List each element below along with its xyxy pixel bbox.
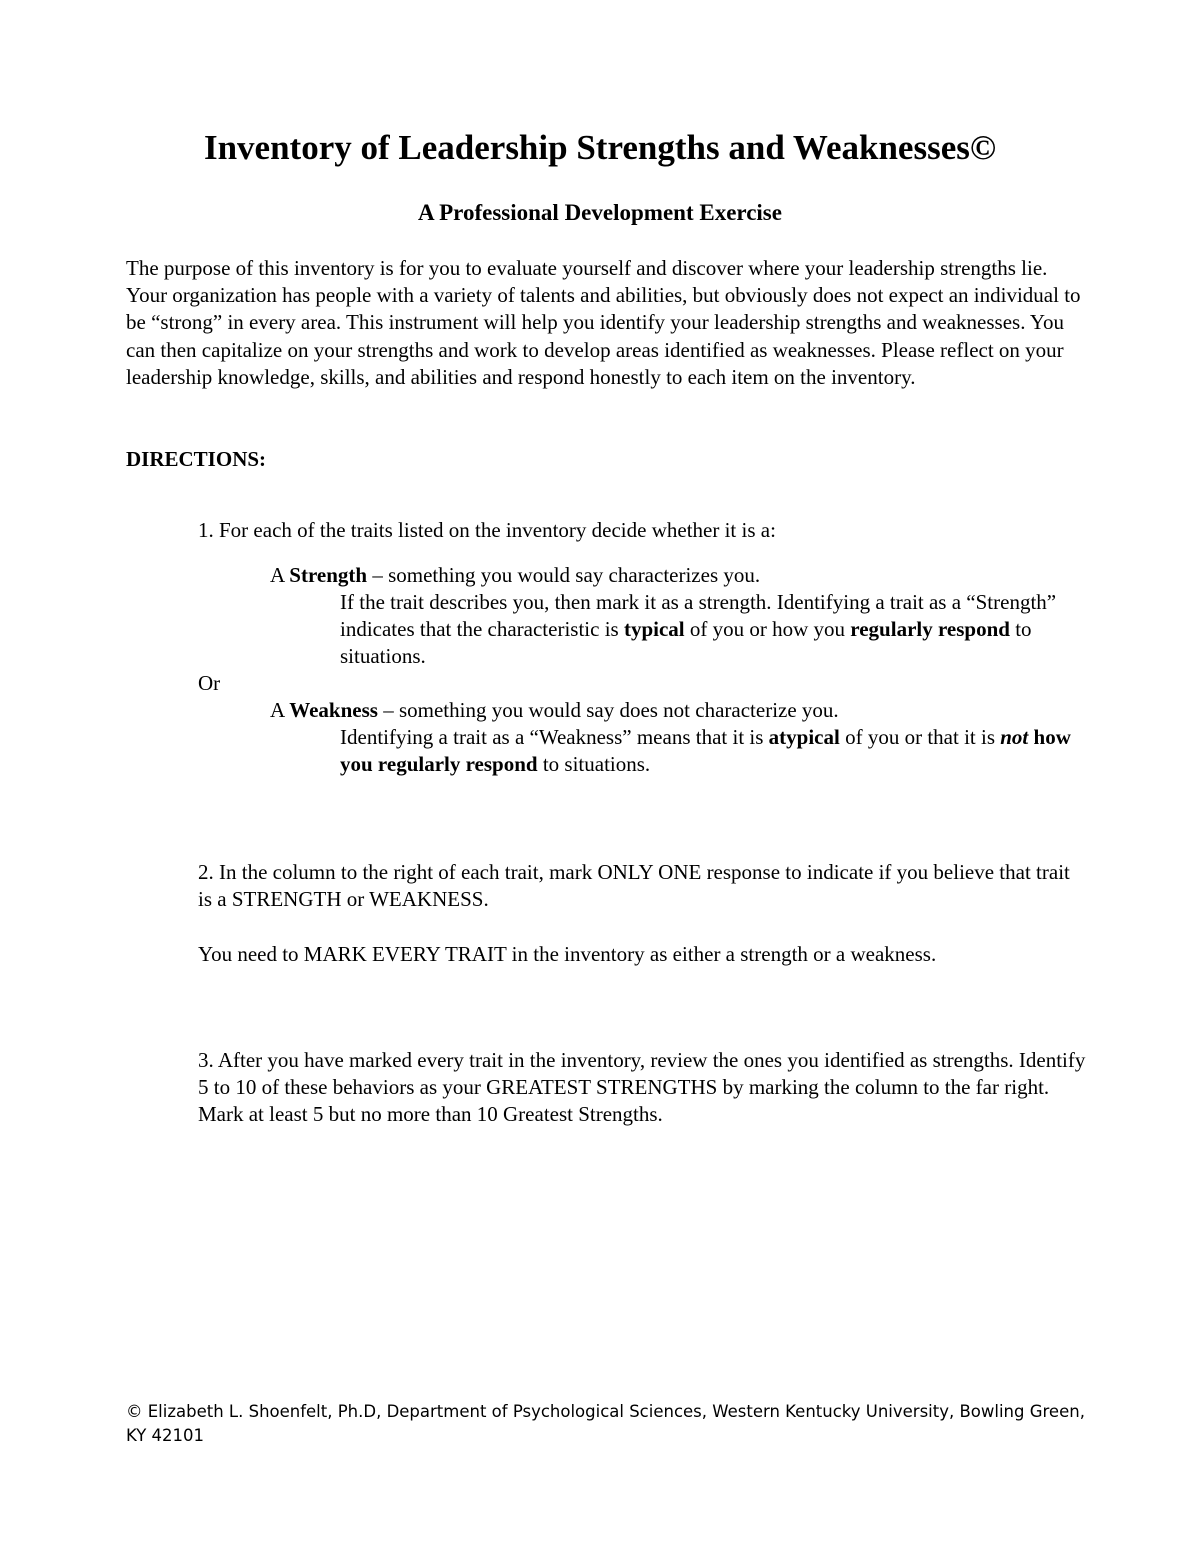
direction-item-2: 2. In the column to the right of each trait, mark ONLY ONE response to indicate if you believe that trait is a STRENGTH or WEAKNESS. bbox=[198, 860, 1070, 912]
strength-explanation-text-2: of you or how you bbox=[684, 617, 851, 642]
directions-heading: DIRECTIONS: bbox=[126, 447, 267, 471]
weakness-definition bbox=[270, 697, 839, 724]
weakness-explanation-text-3: to situations. bbox=[537, 752, 651, 777]
page-subtitle: A Professional Development Exercise bbox=[418, 200, 782, 225]
weakness-prefix: A bbox=[270, 698, 290, 722]
weakness-explanation bbox=[340, 724, 1090, 778]
strength-prefix: A bbox=[270, 563, 290, 587]
direction-item-1: 1. For each of the traits listed on the inventory decide whether it is a: bbox=[198, 518, 776, 542]
strength-explanation-text-3: to situations. bbox=[340, 617, 1032, 669]
intro-paragraph: The purpose of this inventory is for you to evaluate yourself and discover where your leadership strengths lie. Your organization has people with a variety of talents and abilities, but obviously does not expect an individual to be “strong” in every area. This instrument will help you identify your leadership strengths and weaknesses. You can then capitalize on your strengths and work to develop areas identified as weaknesses. Please reflect on your leadership knowledge, skills, and abilities and respond honestly to each item on the inventory. bbox=[126, 256, 1081, 389]
direction-item-3: 3. After you have marked every trait in the inventory, review the ones you identified as strengths. Identify 5 to 10 of these behaviors as your GREATEST STRENGTHS by marking the column to the far right. Mark at least 5 but no more than 10 Greatest Strengths. bbox=[198, 1048, 1086, 1127]
weakness-explanation-text-2: of you or that it is bbox=[839, 725, 1001, 749]
mark-every-note: You need to MARK EVERY TRAIT in the inventory as either a strength or a weakness. bbox=[198, 942, 937, 966]
strength-term: Strength bbox=[289, 563, 368, 587]
how-you-regularly-respond-emphasis: how you regularly respond bbox=[340, 725, 1071, 777]
strength-explanation bbox=[340, 589, 1060, 671]
not-emphasis: not bbox=[1000, 725, 1029, 749]
or-label: Or bbox=[198, 671, 221, 695]
typical-emphasis: typical bbox=[623, 617, 685, 642]
regularly-respond-emphasis: regularly respond bbox=[850, 617, 1010, 642]
page-title: Inventory of Leadership Strengths and Weaknesses© bbox=[203, 128, 997, 167]
strength-definition bbox=[270, 562, 760, 589]
weakness-definition-text: – something you would say does not characterize you. bbox=[377, 698, 839, 722]
copyright-footer: © Elizabeth L. Shoenfelt, Ph.D, Department of Psychological Sciences, Western Kentucky University, Bowling Green, KY 42101 bbox=[126, 1402, 1085, 1445]
weakness-term: Weakness bbox=[289, 698, 378, 722]
strength-definition-text: – something you would say characterizes you. bbox=[367, 563, 761, 587]
strength-explanation-text-1: If the trait describes you, then mark it as a strength. Identifying a trait as a “Strength” indicates that the characteristic is bbox=[340, 590, 1057, 642]
atypical-emphasis: atypical bbox=[768, 725, 840, 749]
weakness-explanation-text-1: Identifying a trait as a “Weakness” means that it is bbox=[340, 725, 769, 749]
